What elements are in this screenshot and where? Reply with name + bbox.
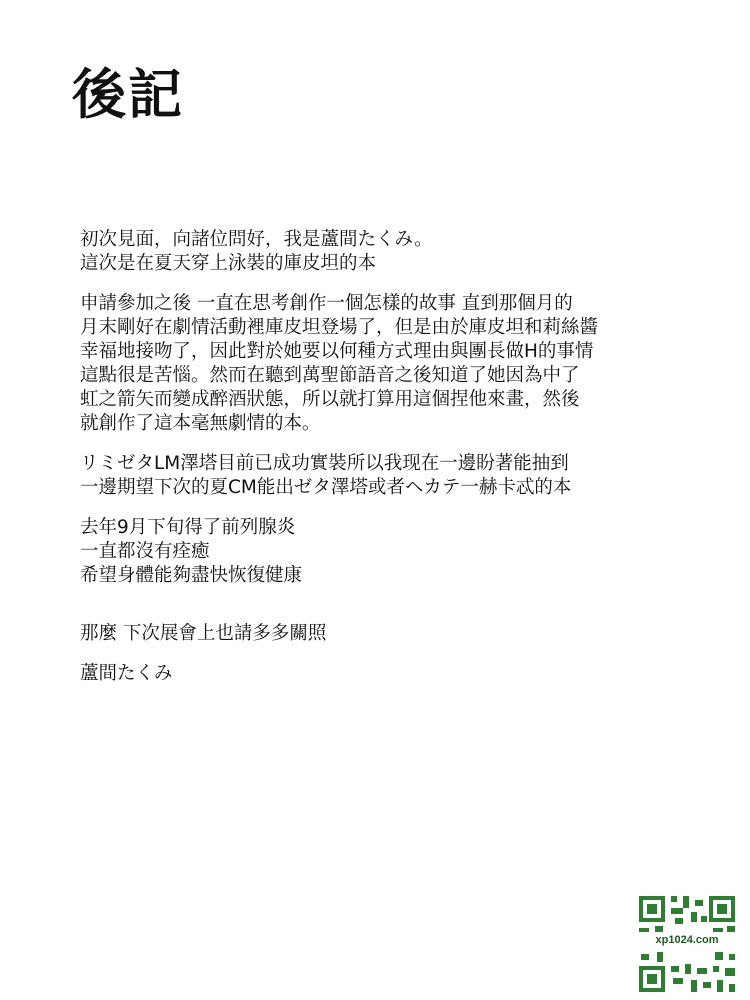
paragraph-signature <box>80 662 720 686</box>
text-line: 這次是在夏天穿上泳裝的庫皮坦的本 <box>80 253 377 274</box>
text-line: 去年9月下旬得了前列腺炎 <box>80 517 296 538</box>
paragraph-zeta <box>80 452 720 500</box>
paragraph-greeting <box>80 228 720 276</box>
text-line: 這點很是苦惱。然而在聽到萬聖節語音之後知道了她因為中了 <box>80 365 580 386</box>
text-line: 一直都沒有痊癒 <box>80 541 210 562</box>
text-line: 申請參加之後 一直在思考創作一個怎樣的故事 直到那個月的 <box>80 293 573 314</box>
text-line: 那麼 下次展會上也請多多關照 <box>80 623 327 644</box>
qr-code-badge[interactable] <box>635 892 739 996</box>
paragraph-health <box>80 516 720 588</box>
text-line: 就創作了這本毫無劇情的本。 <box>80 413 321 434</box>
afterword-body <box>80 228 720 702</box>
qr-site-label: xp1024.com <box>635 932 739 948</box>
text-line: 虹之箭矢而變成醉酒狀態，所以就打算用這個捏他來畫，然後 <box>80 389 580 410</box>
text-line: 幸福地接吻了，因此對於她要以何種方式理由與團長做H的事情 <box>80 341 594 362</box>
text-line: 一邊期望下次的夏CM能出ゼタ澤塔或者ヘカテ一赫卡忒的本 <box>80 477 572 498</box>
paragraph-closing <box>80 622 720 646</box>
text-line: 希望身體能夠盡快恢復健康 <box>80 565 303 586</box>
author-signature: 蘆間たくみ <box>80 663 173 684</box>
paragraph-story <box>80 292 720 436</box>
text-line: リミゼタLM澤塔目前已成功實裝所以我现在一邊盼著能抽到 <box>80 453 569 474</box>
text-line: 月末剛好在劇情活動裡庫皮坦登場了，但是由於庫皮坦和莉絲醬 <box>80 317 599 338</box>
text-line: 初次見面，向諸位問好，我是蘆間たくみ。 <box>80 229 433 250</box>
page-title: 後記 <box>72 63 184 126</box>
